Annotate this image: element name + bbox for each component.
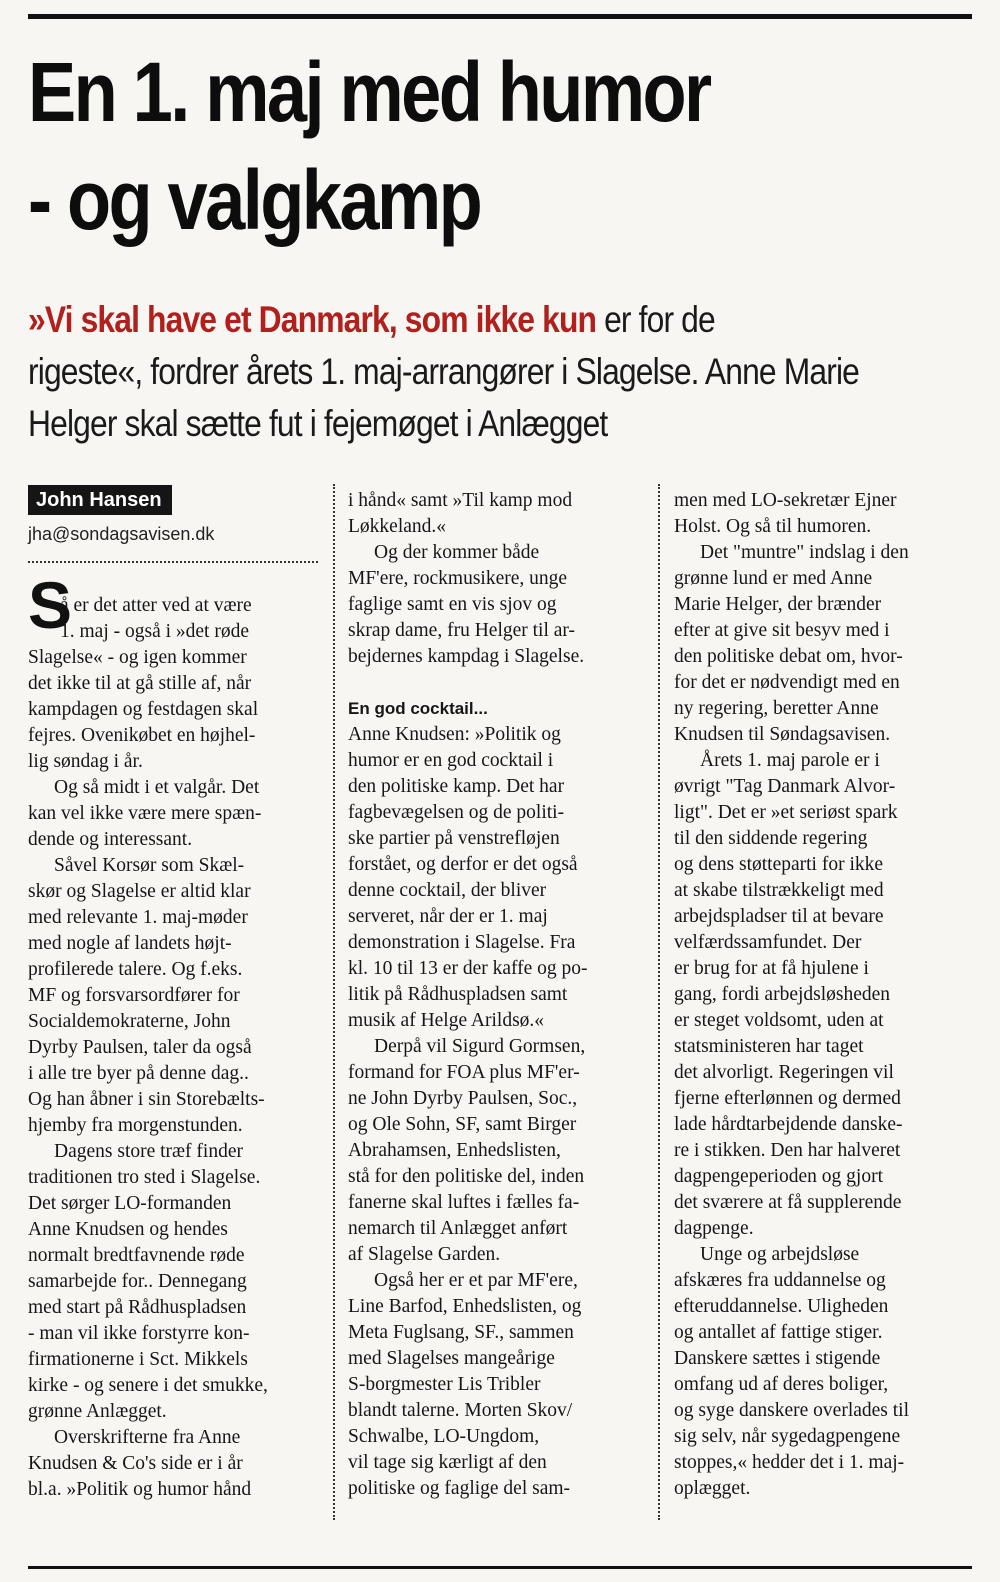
lede-quote: »Vi skal have et Danmark, som ikke kun [28,299,597,340]
body-text-line: hjemby fra morgenstunden. [28,1115,243,1136]
subheading: En god cocktail... [348,699,488,718]
body-text-line: Årets 1. maj parole er i [700,750,880,771]
body-text-line: profilerede talere. Og f.eks. [28,959,243,980]
body-text-line: kirke - og senere i det smukke, [28,1375,268,1396]
body-text-line: Dyrby Paulsen, taler da også [28,1037,252,1058]
body-text-line: re i stikken. Den har halveret [674,1140,901,1161]
body-text-line: dende og interessant. [28,829,193,850]
body-text-line: det ikke til at gå stille af, når [28,673,252,694]
body-text-line: Unge og arbejdsløse [700,1244,860,1265]
body-text-line: i hånd« samt »Til kamp mod [348,490,573,511]
body-text-line: grønne Anlægget. [28,1401,167,1422]
body-text-line: Slagelse« - og igen kommer [28,647,247,668]
body-text-line: S-borgmester Lis Tribler [348,1374,541,1395]
byline-name: John Hansen [28,485,172,515]
column-1 [28,593,324,1503]
body-text-line: statsministeren har taget [674,1036,864,1057]
lede-line-1-rest: er for de [596,299,715,340]
body-text-line: stå for den politiske del, inden [348,1166,585,1187]
body-text-line: med start på Rådhuspladsen [28,1297,247,1318]
body-text-line: med relevante 1. maj-møder [28,907,248,928]
body-text-line: musik af Helge Arildsø.« [348,1010,545,1031]
body-text-line: bl.a. »Politik og humor hånd [28,1479,252,1500]
body-text-line: grønne lund er med Anne [674,568,873,589]
top-rule [28,14,972,19]
body-text-line: Danskere sættes i stigende [674,1348,881,1369]
body-text-line: fagbevægelsen og de politi- [348,802,565,823]
body-text-line: Knudsen til Søndagsavisen. [674,724,891,745]
body-text-line: stoppes,« hedder det i 1. maj- [674,1452,905,1473]
body-text-line: Knudsen & Co's side er i år [28,1453,243,1474]
body-text-line: afskæres fra uddannelse og [674,1270,886,1291]
body-text-line: Dagens store træf finder [54,1141,243,1162]
headline [28,38,836,254]
body-text-line: gang, fordi arbejdsløsheden [674,984,891,1005]
body-text-line: 1. maj - også i »det røde [60,621,249,642]
body-text-line: Og han åbner i sin Storebælts- [28,1089,265,1110]
body-text-line [348,670,646,696]
body-text-line: samarbejde for.. Dennegang [28,1271,247,1292]
body-text-line: MF og forsvarsordfører for [28,985,240,1006]
body-text-line: i alle tre byer på denne dag.. [28,1063,249,1084]
lede [28,294,860,450]
body-text-line: er brug for at få hjulene i [674,958,869,979]
lede-line-1 [28,294,828,346]
body-text-line: fejres. Ovenikøbet en højhel- [28,725,256,746]
body-text-line: dagpengeperioden og gjort [674,1166,884,1187]
body-text-line: sig selv, når sygedagpengene [674,1426,901,1447]
body-text-line: Og så midt i et valgår. Det [54,777,260,798]
body-text-line: ne John Dyrby Paulsen, Soc., [348,1088,578,1109]
body-text-line: Socialdemokraterne, John [28,1011,231,1032]
body-text-line: Schwalbe, LO-Ungdom, [348,1426,540,1447]
body-text-line: det alvorligt. Regeringen vil [674,1062,894,1083]
body-text-line: arbejdspladser til at bevare [674,906,884,927]
body-text-line: men med LO-sekretær Ejner [674,490,897,511]
body-text-line: med Slagelses mangeårige [348,1348,555,1369]
drop-cap: S [28,568,73,642]
body-text-line: ny regering, beretter Anne [674,698,879,719]
body-text-line: nemarch til Anlægget anført [348,1218,568,1239]
body-text-line: Anne Knudsen: »Politik og [348,724,561,745]
body-text-line: med nogle af landets højt- [28,933,232,954]
body-text-line: for det er nødvendigt med en [674,672,900,693]
body-text-line: omfang ud af deres boliger, [674,1374,889,1395]
body-text-line: Abrahamsen, Enhedslisten, [348,1140,561,1161]
column-3 [674,488,970,1502]
body-text-line: blandt talerne. Morten Skov/ [348,1400,573,1421]
body-text-line: firmationerne i Sct. Mikkels [28,1349,248,1370]
body-text-line: å er det atter ved at være [60,595,252,616]
body-text-line: dagpenge. [674,1218,754,1239]
body-text-line: Også her er et par MF'ere, [374,1270,578,1291]
headline-line-1: En 1. maj med humor [28,45,710,139]
body-text-line: formand for FOA plus MF'er- [348,1062,580,1083]
body-text-line: fjerne efterlønnen og dermed [674,1088,901,1109]
body-text-line: Det sørger LO-formanden [28,1193,232,1214]
body-text-line: Derpå vil Sigurd Gormsen, [374,1036,586,1057]
byline-divider [28,561,318,563]
body-text-line: MF'ere, rockmusikere, unge [348,568,568,589]
body-text-line: velfærdssamfundet. Der [674,932,862,953]
body-text-line: litik på Rådhuspladsen samt [348,984,568,1005]
body-text-line: oplægget. [674,1478,751,1499]
body-text-line: Line Barfod, Enhedslisten, og [348,1296,582,1317]
body-text-line: og antallet af fattige stiger. [674,1322,883,1343]
body-text-line: serveret, når der er 1. maj [348,906,548,927]
body-text-line: demonstration i Slagelse. Fra [348,932,576,953]
body-text-line: Anne Knudsen og hendes [28,1219,228,1240]
body-text-line: kampdagen og festdagen skal [28,699,259,720]
body-text-line: lade hårdtarbejdende danske- [674,1114,903,1135]
body-text-line: ske partier på venstrefløjen [348,828,560,849]
body-text-line: det sværere at få supplerende [674,1192,902,1213]
body-text-line: - man vil ikke forstyrre kon- [28,1323,250,1344]
body-text-line: Det "muntre" indslag i den [700,542,909,563]
body-text-line: fanerne skal luftes i fælles fa- [348,1192,580,1213]
body-text-line: forstået, og derfor er det også [348,854,578,875]
body-text-line: ligt". Det er »et seriøst spark [674,802,898,823]
body-text-line: og dens støtteparti for ikke [674,854,884,875]
body-text-line: at skabe tilstrækkeligt med [674,880,884,901]
lede-line-2: rigeste«, fordrer årets 1. maj-arrangører i Slagelse. Anne Marie [28,351,860,392]
body-text-line: Såvel Korsør som Skæl- [54,855,245,876]
body-text-line: politiske og faglige del sam- [348,1478,571,1499]
body-text-line: faglige samt en vis sjov og [348,594,557,615]
column-divider-2 [658,484,660,1520]
body-text-line: efteruddannelse. Uligheden [674,1296,889,1317]
body-text-line: den politiske kamp. Det har [348,776,565,797]
column-divider-1 [333,484,335,1520]
body-text-line: Overskrifterne fra Anne [54,1427,241,1448]
bottom-rule [28,1566,972,1569]
lede-line-3: Helger skal sætte fut i fejemøget i Anlægget [28,403,608,444]
body-text-line: skør og Slagelse er altid klar [28,881,251,902]
body-text-line: lig søndag i år. [28,751,143,772]
body-text-line: efter at give sit besyv med i [674,620,890,641]
body-text-line: Løkkeland.« [348,516,447,537]
column-2 [348,488,646,1502]
body-text-line: denne cocktail, der bliver [348,880,547,901]
body-text-line: kl. 10 til 13 er der kaffe og po- [348,958,588,979]
body-text-line: Og der kommer både [374,542,540,563]
body-text-line: skrap dame, fru Helger til ar- [348,620,576,641]
headline-line-2: - og valgkamp [28,153,481,247]
body-text-line: Meta Fuglsang, SF., sammen [348,1322,574,1343]
body-text-line: Marie Helger, der brænder [674,594,882,615]
body-text-line: den politiske debat om, hvor- [674,646,903,667]
body-text-line: kan vel ikke være mere spæn- [28,803,262,824]
body-text-line: er steget voldsomt, uden at [674,1010,884,1031]
byline-email: jha@sondagsavisen.dk [28,524,215,544]
body-text-line: traditionen tro sted i Slagelse. [28,1167,261,1188]
body-text-line: og syge danskere overlades til [674,1400,910,1421]
body-text-line: og Ole Sohn, SF, samt Birger [348,1114,577,1135]
body-text-line: af Slagelse Garden. [348,1244,501,1265]
body-text-line: humor er en god cocktail i [348,750,554,771]
body-text-line: bejdernes kampdag i Slagelse. [348,646,585,667]
body-text-line: Holst. Og så til humoren. [674,516,872,537]
body-text-line: øvrigt "Tag Danmark Alvor- [674,776,896,797]
body-text-line: normalt bredtfavnende røde [28,1245,245,1266]
body-text-line: vil tage sig kærligt af den [348,1452,547,1473]
body-text-line: til den siddende regering [674,828,868,849]
